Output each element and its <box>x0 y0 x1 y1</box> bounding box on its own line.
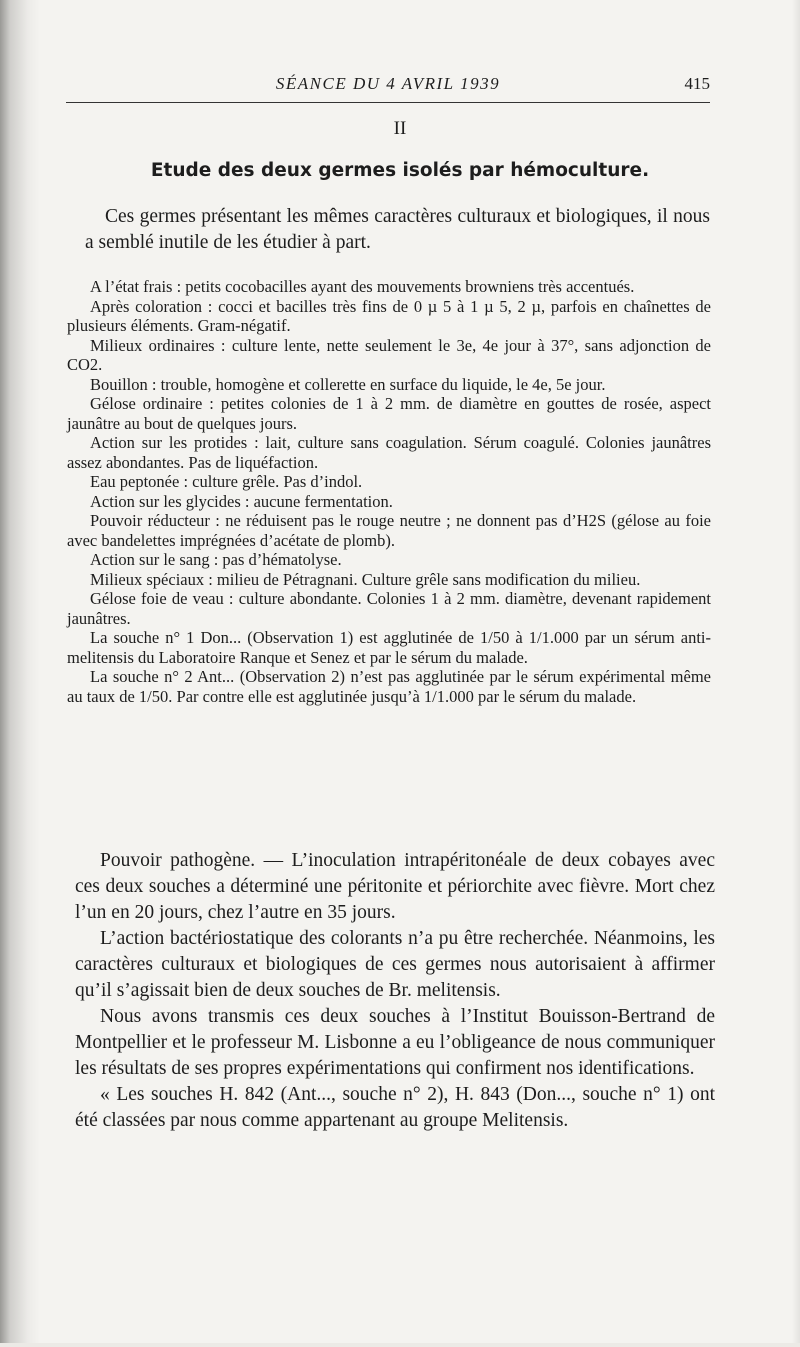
observation-paragraph: La souche n° 2 Ant... (Observation 2) n’est pas agglutinée par le sérum expérimental même au taux de 1/50. Par contre elle est agglutinée jusqu’à 1/1.000 par le sérum du malade. <box>67 667 711 706</box>
discussion-text <box>75 848 715 1134</box>
discussion-paragraph: L’action bactériostatique des colorants n’a pu être recherchée. Néanmoins, les caractères culturaux et biologiques de ces germes nous autorisaient à affirmer qu’il s’agissait bien de deux souches de Br. melitensis. <box>75 928 715 1001</box>
running-title: SÉANCE DU 4 AVRIL 1939 <box>275 74 501 93</box>
observation-paragraph: Gélose ordinaire : petites colonies de 1 à 2 mm. de diamètre en gouttes de rosée, aspect jaunâtre au bout de quelques jours. <box>67 394 711 433</box>
intro-paragraph: Ces germes présentant les mêmes caractères culturaux et biologiques, il nous a semblé inutile de les étudier à part. <box>85 206 710 253</box>
observation-paragraph: Action sur les glycides : aucune fermentation. <box>90 491 393 511</box>
observation-paragraph: Après coloration : cocci et bacilles très fins de 0 µ 5 à 1 µ 5, 2 µ, parfois en chaînettes de plusieurs éléments. Gram-négatif. <box>67 296 711 335</box>
running-header <box>66 62 710 103</box>
section-heading: Etude des deux germes isolés par hémoculture. <box>150 160 650 181</box>
observation-paragraph: Action sur le sang : pas d’hématolyse. <box>90 550 342 569</box>
page-number: 415 <box>684 74 710 93</box>
observations-list <box>67 277 711 706</box>
section-number: II <box>393 118 407 139</box>
page-bottom-edge <box>0 1343 800 1347</box>
page-binding-shadow <box>0 0 40 1347</box>
observation-paragraph: Gélose foie de veau : culture abondante. Colonies 1 à 2 mm. diamètre, devenant rapidement jaunâtres. <box>67 589 711 628</box>
observation-paragraph: Action sur les protides : lait, culture sans coagulation. Sérum coagulé. Colonies jaunâtres assez abondantes. Pas de liquéfaction. <box>67 433 711 472</box>
observation-paragraph: Milieux ordinaires : culture lente, nette seulement le 3e, 4e jour à 37°, sans adjonction de CO2. <box>67 335 711 374</box>
observation-paragraph: Pouvoir réducteur : ne réduisent pas le rouge neutre ; ne donnent pas d’H2S (gélose au foie avec bandelettes imprégnées d’acétate de plomb). <box>67 511 711 550</box>
discussion-paragraph: Pouvoir pathogène. — L’inoculation intrapéritonéale de deux cobayes avec ces deux souches a déterminé une péritonite et périorchite avec fièvre. Mort chez l’un en 20 jours, chez l’autre en 35 jours. <box>75 850 715 923</box>
observation-paragraph: A l’état frais : petits cocobacilles ayant des mouvements browniens très accentués. <box>90 277 635 296</box>
observation-paragraph: Milieux spéciaux : milieu de Pétragnani. Culture grêle sans modification du milieu. <box>90 569 641 589</box>
intro-text <box>85 204 710 256</box>
discussion-paragraph: Nous avons transmis ces deux souches à l’Institut Bouisson-Bertrand de Montpellier et le professeur M. Lisbonne a eu l’obligeance de nous communiquer les résultats de ses propres expérimentations qui confirment nos identifications. <box>75 1006 715 1079</box>
page-edge-shadow <box>792 0 800 1347</box>
observation-paragraph: Eau peptonée : culture grêle. Pas d’indol. <box>90 472 363 491</box>
observation-paragraph: La souche n° 1 Don... (Observation 1) est agglutinée de 1/50 à 1/1.000 par un sérum anti-melitensis du Laboratoire Ranque et Senez et par le sérum du malade. <box>67 628 711 667</box>
observation-paragraph: Bouillon : trouble, homogène et collerette en surface du liquide, le 4e, 5e jour. <box>90 374 606 394</box>
discussion-paragraph: « Les souches H. 842 (Ant..., souche n° 2), H. 843 (Don..., souche n° 1) ont été classées par nous comme appartenant au groupe Melitensis. <box>75 1084 715 1131</box>
